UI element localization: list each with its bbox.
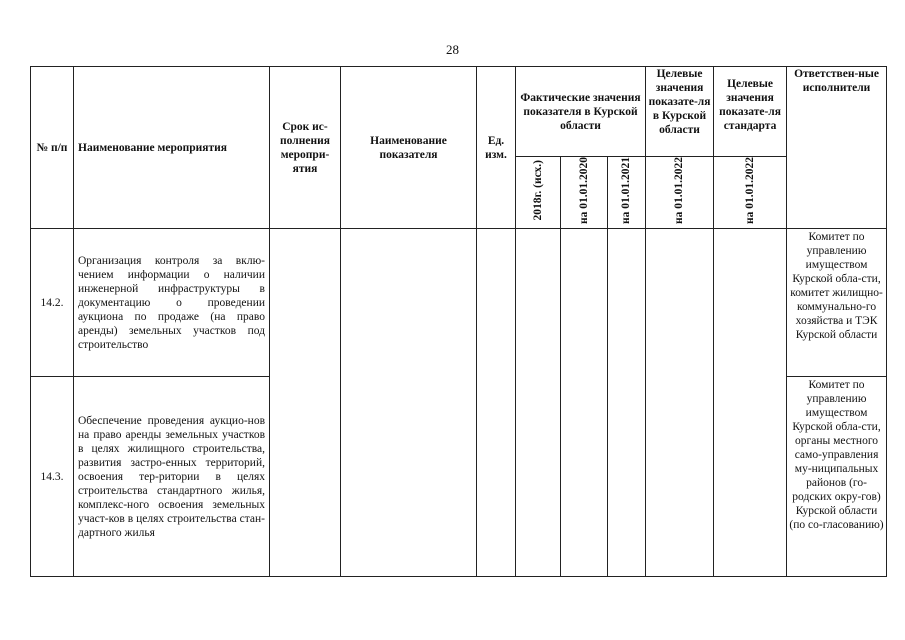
row-name: Обеспечение проведения аукцио-нов на право аренды земельных участков в целях жилищного строительства, развития застро-енных территорий, освоения тер-ритории в целях строительства стандартного жилья, комплекс-ного освоения земельных участ-ков в целях строительства стан-дартного жилья [74,377,270,577]
row-num: 14.2. [31,229,74,377]
row-2022-region [646,229,714,577]
header-name: Наименование мероприятия [74,67,270,229]
row-unit [477,229,516,577]
page-number: 28 [446,42,459,57]
header-target-standard: Целевые значения показате-ля стандарта [714,67,787,157]
subheader-2020: на 01.01.2020 [577,157,590,225]
subheader-2022-standard: на 01.01.2022 [743,157,756,225]
header-responsible: Ответствен-ные исполнители [787,67,887,229]
subheader-2022-region: на 01.01.2022 [673,157,686,225]
header-actual: Фактические значения показателя в Курской области [516,67,646,157]
header-deadline: Срок ис-полнения меропри-ятия [270,67,341,229]
row-num: 14.3. [31,377,74,577]
row-indicator [341,229,477,577]
table-row [31,229,887,377]
row-responsible: Комитет по управлению имуществом Курской обла-сти, комитет жилищно-коммунально-го хозяйства и ТЭК Курской области [787,229,887,377]
subheader-2021: на 01.01.2021 [620,157,633,225]
row-2018 [516,229,561,577]
row-2020 [561,229,608,577]
header-indicator: Наименование показателя [341,67,477,229]
header-target-region: Целевые значения показате-ля в Курской области [646,67,714,157]
row-name: Организация контроля за вклю-чением информации о наличии инженерной инфраструктуры в документацию о проведении аукциона по продаже (на право аренды) земельных участков под строительство [74,229,270,377]
header-num: № п/п [31,67,74,229]
row-2021 [608,229,646,577]
measures-table [30,66,887,577]
row-2022-standard [714,229,787,577]
row-deadline [270,229,341,577]
row-responsible: Комитет по управлению имуществом Курской обла-сти, органы местного само-управления му-ниципальных районов (го-родских окру-гов) Курской области (по со-гласованию) [787,377,887,577]
header-unit: Ед. изм. [477,67,516,229]
subheader-2018: 2018г. (исх.) [531,160,544,221]
